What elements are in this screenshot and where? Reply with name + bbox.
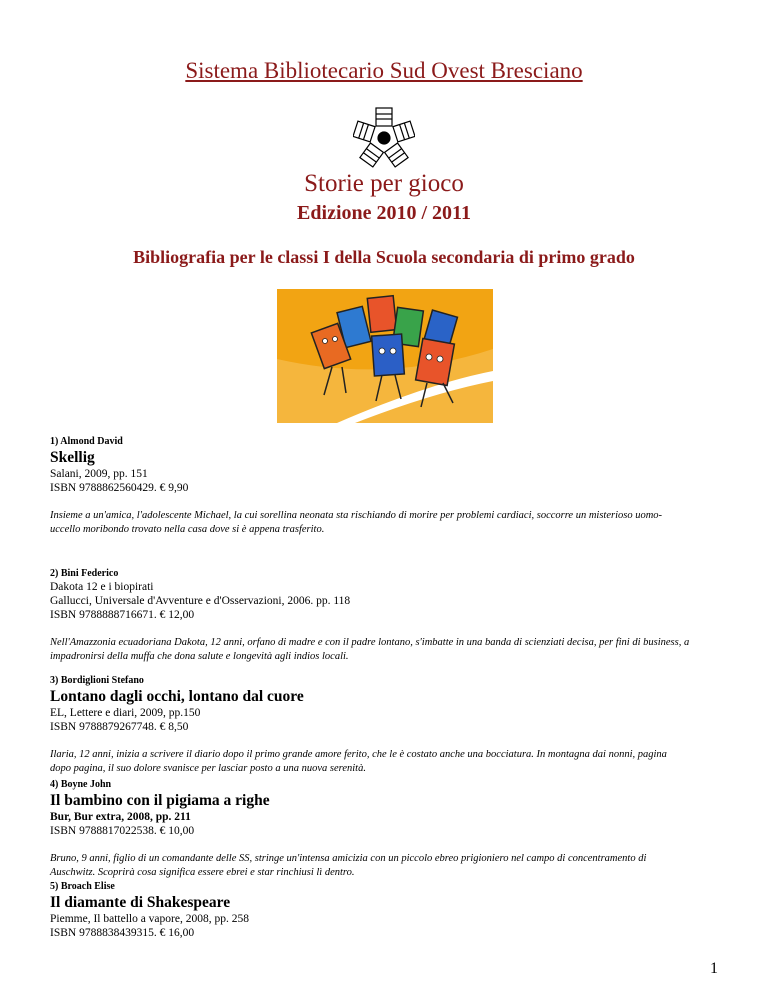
bibliography-subtitle: Bibliografia per le classi I della Scuola secondaria di primo grado xyxy=(133,247,635,267)
book-entry xyxy=(50,568,690,664)
books-logo-icon xyxy=(353,105,415,170)
book-entry xyxy=(50,436,690,537)
book-publisher: EL, Lettere e diari, 2009, pp.150 xyxy=(50,707,201,719)
book-publisher: Gallucci, Universale d'Avventure e d'Osservazioni, 2006. pp. 118 xyxy=(50,595,351,607)
book-title: Skellig xyxy=(50,449,95,466)
book-author: 5) Broach Elise xyxy=(50,881,115,892)
book-title: Il diamante di Shakespeare xyxy=(50,894,231,911)
book-description: Insieme a un'amica, l'adolescente Michael, la cui sorellina neonata sta rischiando di morire per problemi cardiaci, soccorre un misterioso uomo-uccello moribondo trovato nella casa dove si è appena trasferito. xyxy=(50,510,663,535)
book-description: Ilaria, 12 anni, inizia a scrivere il diario dopo il primo grande amore ferito, che le è costato anche una bocciatura. In montagna dai nonni, pagina dopo pagina, il suo dolore svanisce per lasciar posto a una nuova serenità. xyxy=(50,749,667,774)
event-title: Storie per gioco xyxy=(304,170,464,197)
book-description: Bruno, 9 anni, figlio di un comandante delle SS, stringe un'intensa amicizia con un piccolo ebreo prigioniero nel campo di concentramento di Auschwitz. Scoprirà cosa significa essere ebrei e star rinchiusi lì dentro. xyxy=(50,853,647,878)
book-isbn: ISBN 9788817022538. € 10,00 xyxy=(50,825,195,837)
book-publisher: Salani, 2009, pp. 151 xyxy=(50,468,148,480)
book-author: 3) Bordiglioni Stefano xyxy=(50,675,144,686)
book-publisher: Bur, Bur extra, 2008, pp. 211 xyxy=(50,811,191,823)
organization-title: Sistema Bibliotecario Sud Ovest Bresciano xyxy=(185,58,583,83)
walking-books-illustration xyxy=(277,289,493,423)
book-author: 1) Almond David xyxy=(50,436,123,447)
book-isbn: ISBN 9788838439315. € 16,00 xyxy=(50,927,195,939)
book-title: Lontano dagli occhi, lontano dal cuore xyxy=(50,688,304,705)
book-author: 2) Bini Federico xyxy=(50,568,119,579)
book-isbn: ISBN 9788879267748. € 8,50 xyxy=(50,721,189,733)
book-title: Dakota 12 e i biopirati xyxy=(50,581,154,593)
book-isbn: ISBN 9788888716671. € 12,00 xyxy=(50,609,195,621)
book-description: Nell'Amazzonia ecuadoriana Dakota, 12 anni, orfano di madre e con il padre lontano, s'imbatte in una banda di scienziati decisa, per fini di business, a impadronirsi della muffa che dona salute e longevità agli indios locali. xyxy=(50,637,690,662)
book-entry xyxy=(50,779,690,880)
edition-label: Edizione 2010 / 2011 xyxy=(297,202,471,224)
book-title: Il bambino con il pigiama a righe xyxy=(50,792,270,809)
book-publisher: Piemme, Il battello a vapore, 2008, pp. 258 xyxy=(50,913,249,925)
page-number: 1 xyxy=(710,960,718,977)
book-entry xyxy=(50,675,690,776)
book-author: 4) Boyne John xyxy=(50,779,112,790)
book-isbn: ISBN 9788862560429. € 9,90 xyxy=(50,482,189,494)
book-entry xyxy=(50,881,690,940)
